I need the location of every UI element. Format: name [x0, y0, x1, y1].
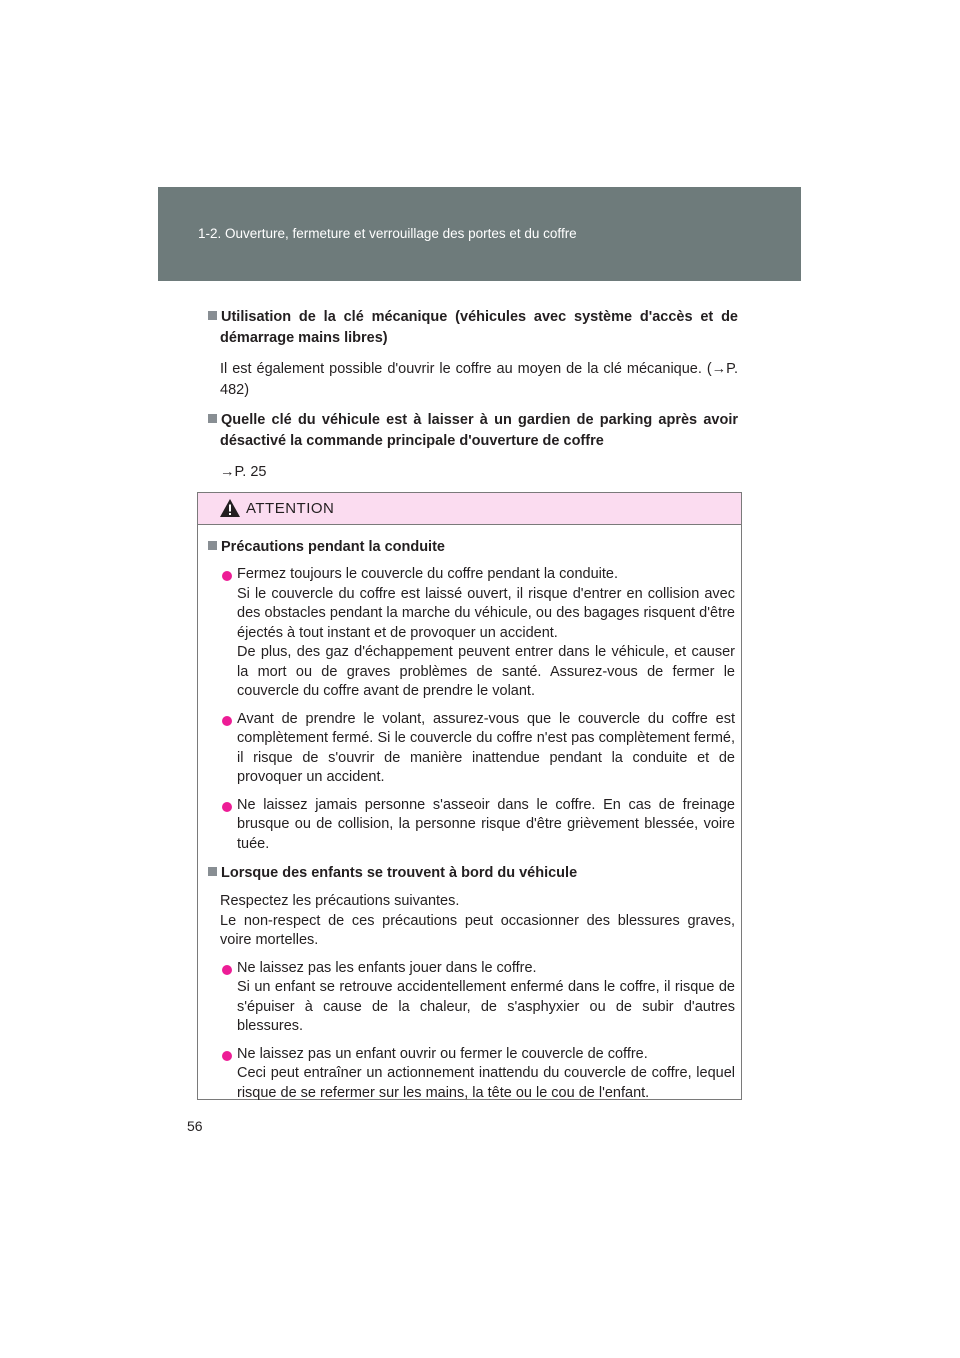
section-valet-key	[208, 410, 738, 483]
circle-bullet-icon	[222, 571, 232, 581]
warning-triangle-icon	[219, 498, 241, 518]
circle-bullet-icon	[222, 716, 232, 726]
warning-item-text: Ne laissez pas un enfant ouvrir ou fermer le couvercle de coffre. Ceci peut entraîner un actionnement inattendu du couvercle de coffre, lequel risque de se refermer sur les mains, la tête ou le cou de l'enfant.	[237, 1045, 735, 1101]
section-mechanical-key	[208, 307, 738, 401]
warning-list-item	[208, 565, 735, 702]
square-bullet-icon	[208, 867, 217, 876]
warning-item-text: Ne laissez jamais personne s'asseoir dans le coffre. En cas de freinage brusque ou de collision, la personne risque d'être grièvement blessée, voire tuée.	[237, 796, 735, 852]
square-bullet-icon	[208, 311, 217, 320]
square-bullet-icon	[208, 414, 217, 423]
section-body: →P. 25	[220, 464, 267, 480]
warning-section-heading: Lorsque des enfants se trouvent à bord du véhicule	[221, 865, 578, 881]
chapter-header-bar	[158, 187, 801, 281]
warning-item-text: Ne laissez pas les enfants jouer dans le coffre. Si un enfant se retrouve accidentellement enfermé dans le coffre, il risque de s'épuiser à cause de la chaleur, de s'asphyxier ou de subir d'autres blessures.	[237, 959, 735, 1034]
warning-section	[208, 537, 735, 854]
warning-list-item	[208, 959, 735, 1037]
circle-bullet-icon	[222, 965, 232, 975]
warning-content	[198, 525, 741, 1103]
circle-bullet-icon	[222, 802, 232, 812]
warning-section-heading: Précautions pendant la conduite	[221, 539, 445, 555]
square-bullet-icon	[208, 541, 217, 550]
warning-list-item	[208, 1045, 735, 1104]
page-number: 56	[187, 1118, 203, 1134]
section-heading: Quelle clé du véhicule est à laisser à un gardien de parking après avoir désactivé la commande principale d'ouverture de coffre	[220, 412, 738, 449]
chapter-title: 1-2. Ouverture, fermeture et verrouillage des portes et du coffre	[198, 226, 577, 241]
warning-section	[208, 863, 735, 1103]
warning-list-item	[208, 796, 735, 855]
warning-item-text: Avant de prendre le volant, assurez-vous que le couvercle du coffre est complètement fermé. Si le couvercle du coffre n'est pas complètement fermé, il risque de s'ouvrir de manière inattendue pendant la conduite et de provoquer un accident.	[237, 710, 735, 785]
section-heading: Utilisation de la clé mécanique (véhicules avec système d'accès et de démarrage mains libres)	[220, 309, 738, 346]
circle-bullet-icon	[222, 1051, 232, 1061]
warning-title: ATTENTION	[246, 500, 335, 517]
warning-item-text: Fermez toujours le couvercle du coffre pendant la conduite. Si le couvercle du coffre est laissé ouvert, il risque d'entrer en collision avec des obstacles pendant la marche du véhicule, ou des bagages risquent d'être éjectés à tout instant et de provoquer un accident. De plus, des gaz d'échappement peuvent entrer dans le véhicule, et causer la mort ou de graves problèmes de santé. Assurez-vous de fermer le couvercle du coffre avant de prendre le volant.	[237, 566, 735, 699]
warning-list-item	[208, 710, 735, 788]
section-body: Il est également possible d'ouvrir le coffre au moyen de la clé mécanique. (→P. 482)	[220, 361, 738, 398]
warning-section-intro: Respectez les précautions suivantes. Le non-respect de ces précautions peut occasionner des blessures graves, voire mortelles.	[220, 893, 735, 948]
warning-box	[197, 492, 742, 1100]
intro-sections	[208, 307, 738, 492]
warning-header	[198, 493, 741, 525]
